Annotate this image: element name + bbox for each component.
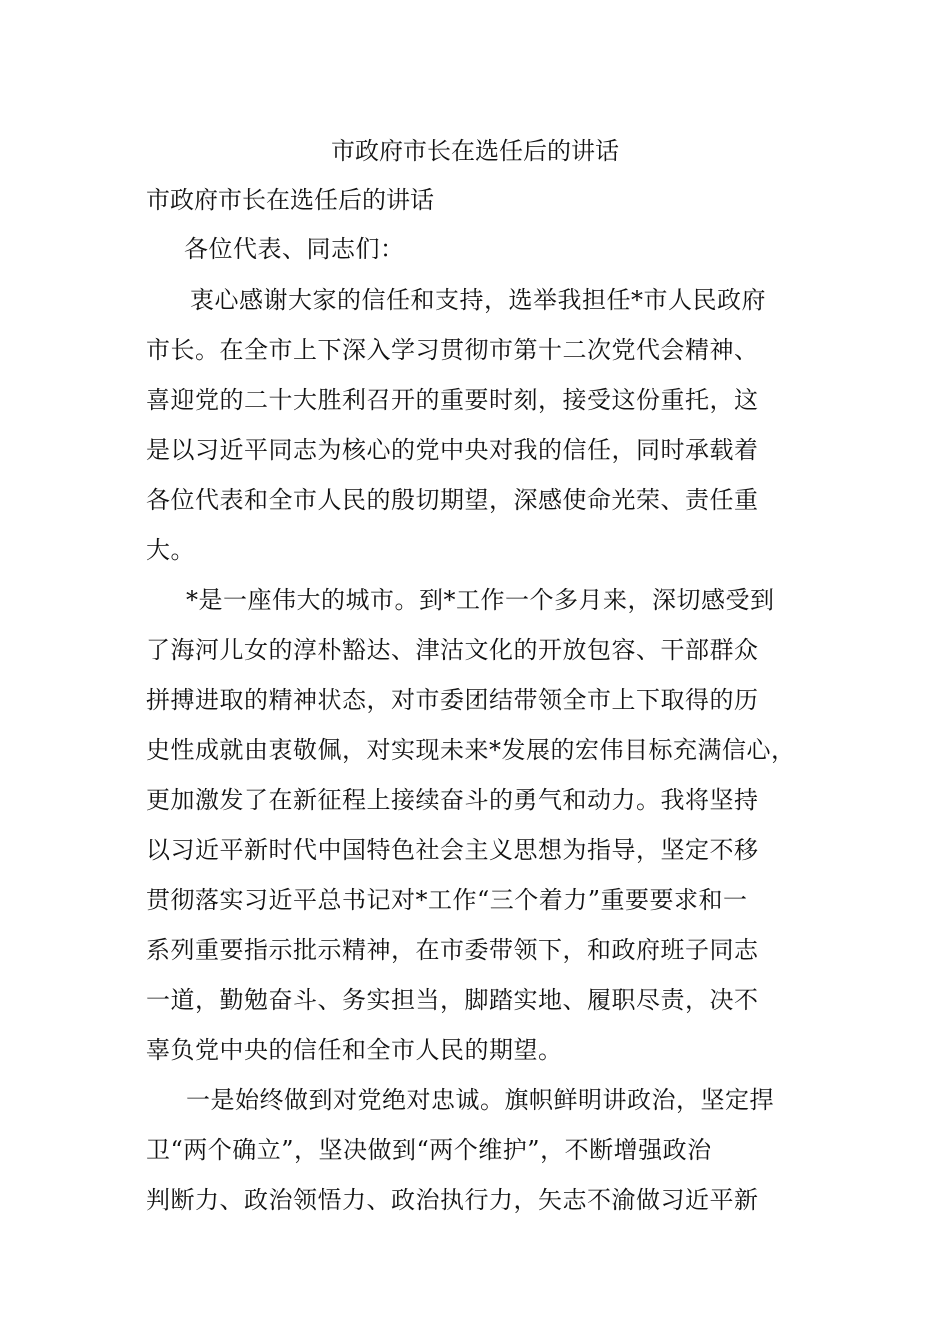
paragraph-line: *是一座伟大的城市。到*工作一个多月来，深切感受到 <box>186 586 775 614</box>
paragraph-line: 大。 <box>146 536 195 564</box>
paragraph-line: 辜负党中央的信任和全市人民的期望。 <box>146 1036 563 1064</box>
paragraph-line: 更加激发了在新征程上接续奋斗的勇气和动力。我将坚持 <box>146 786 759 814</box>
paragraph-line: 是以习近平同志为核心的党中央对我的信任，同时承载着 <box>146 436 759 464</box>
paragraph-line: 以习近平新时代中国特色社会主义思想为指导，坚定不移 <box>146 836 759 864</box>
paragraph-line: 判断力、政治领悟力、政治执行力，矢志不渝做习近平新 <box>146 1186 759 1214</box>
paragraph-line: 各位代表和全市人民的殷切期望，深感使命光荣、责任重 <box>146 486 759 514</box>
paragraph-line: 了海河儿女的淳朴豁达、津沽文化的开放包容、干部群众 <box>146 636 759 664</box>
paragraph-line: 市长。在全市上下深入学习贯彻市第十二次党代会精神、 <box>146 336 759 364</box>
salutation-line: 各位代表、同志们： <box>184 235 405 263</box>
paragraph-line: 贯彻落实习近平总书记对*工作“三个着力”重要要求和一 <box>146 886 748 914</box>
document-subtitle: 市政府市长在选任后的讲话 <box>146 186 434 214</box>
document-title: 市政府市长在选任后的讲话 <box>331 137 619 165</box>
paragraph-line: 一是始终做到对党绝对忠诚。旗帜鲜明讲政治，坚定捍 <box>186 1086 774 1114</box>
paragraph-line: 衷心感谢大家的信任和支持，选举我担任*市人民政府 <box>190 286 766 314</box>
paragraph-line: 拼搏进取的精神状态，对市委团结带领全市上下取得的历 <box>146 686 759 714</box>
paragraph-line: 史性成就由衷敬佩，对实现未来*发展的宏伟目标充满信心， <box>146 736 796 764</box>
paragraph-line: 喜迎党的二十大胜利召开的重要时刻，接受这份重托，这 <box>146 386 759 414</box>
paragraph-line: 一道，勤勉奋斗、务实担当，脚踏实地、履职尽责，决不 <box>146 986 759 1014</box>
paragraph-line: 系列重要指示批示精神，在市委带领下，和政府班子同志 <box>146 936 759 964</box>
paragraph-line: 卫“两个确立”，坚决做到“两个维护”，不断增强政治 <box>146 1136 712 1164</box>
